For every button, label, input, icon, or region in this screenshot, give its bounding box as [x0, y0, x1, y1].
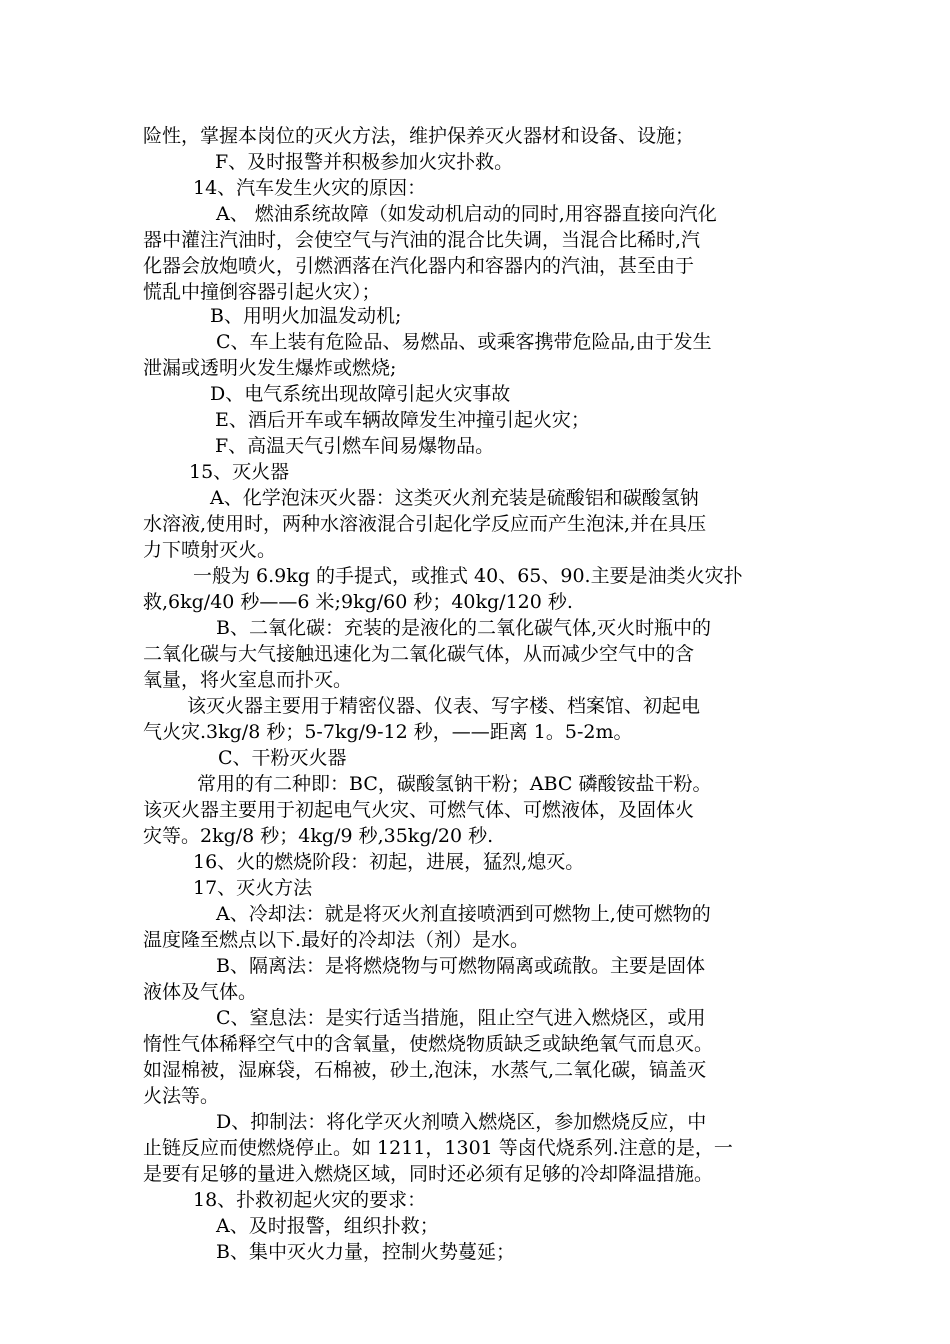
text-line: C、车上装有危险品、易燃品、或乘客携带危险品,由于发生: [216, 331, 712, 353]
text-line: 力下喷射灭火。: [143, 539, 277, 561]
text-line: 如湿棉被，湿麻袋，石棉被，砂土,泡沫，水蒸气,二氧化碳，镐盖灭: [143, 1059, 707, 1081]
text-line: C、窒息法：是实行适当措施，阻止空气进入燃烧区，或用: [216, 1007, 706, 1029]
text-line: B、二氧化碳：充装的是液化的二氧化碳气体,灭火时瓶中的: [216, 617, 712, 639]
text-line: A、及时报警，组织扑救；: [216, 1215, 439, 1237]
text-line: A、冷却法：就是将灭火剂直接喷洒到可燃物上,使可燃物的: [216, 903, 711, 925]
section-heading: 17、灭火方法: [193, 877, 313, 899]
text-line: F、高温天气引燃车间易爆物品。: [215, 435, 495, 457]
text-line: 二氧化碳与大气接触迅速化为二氧化碳气体，从而减少空气中的含: [143, 643, 695, 665]
section-heading: 14、汽车发生火灾的原因：: [193, 177, 427, 199]
text-line: 该灭火器主要用于初起电气火灾、可燃气体、可燃液体，及固体火: [143, 799, 695, 821]
text-line: E、酒后开车或车辆故障发生冲撞引起火灾；: [215, 409, 590, 431]
text-line: 是要有足够的量进入燃烧区域，同时还必须有足够的冷却降温措施。: [143, 1163, 714, 1185]
text-line: 泄漏或透明火发生爆炸或燃烧;: [143, 357, 397, 379]
section-heading: 18、扑救初起火灾的要求：: [193, 1189, 427, 1211]
text-line: 器中灌注汽油时，会使空气与汽油的混合比失调，当混合比稀时,汽: [143, 229, 701, 251]
text-line: 止链反应而使燃烧停止。如 1211，1301 等卤代烧系列.注意的是，一: [143, 1137, 733, 1159]
text-line: 救,6kg/40 秒——6 米;9kg/60 秒；40kg/120 秒.: [143, 591, 573, 613]
text-line: 化器会放炮喷火，引燃洒落在汽化器内和容器内的汽油，甚至由于: [143, 255, 695, 277]
text-line: 该灭火器主要用于精密仪器、仪表、写字楼、档案馆、初起电: [187, 695, 701, 717]
text-line: A、 燃油系统故障（如发动机启动的同时,用容器直接向汽化: [216, 203, 717, 225]
text-line: 灾等。2kg/8 秒；4kg/9 秒,35kg/20 秒.: [143, 825, 494, 847]
text-line: 慌乱中撞倒容器引起火灾）；: [143, 281, 381, 303]
text-line: F、及时报警并积极参加火灾扑救。: [215, 151, 514, 173]
text-line: 惰性气体稀释空气中的含氧量，使燃烧物质缺乏或缺绝氧气而息灭。: [143, 1033, 714, 1055]
text-line: 火法等。: [143, 1085, 220, 1107]
text-line: 一般为 6.9kg 的手提式，或推式 40、65、90.主要是油类火灾扑: [193, 565, 743, 587]
text-line: 常用的有二种即：BC，碳酸氢钠干粉；ABC 磷酸铵盐干粉。: [197, 773, 712, 795]
section-heading: 16、火的燃烧阶段：初起，进展，猛烈,熄灭。: [193, 851, 585, 873]
text-line: 温度隆至燃点以下.最好的冷却法（剂）是水。: [143, 929, 530, 951]
text-line: D、电气系统出现故障引起火灾事故: [210, 383, 511, 405]
text-line: 氧量，将火室息而扑灭。: [143, 669, 353, 691]
text-line: B、集中灭火力量，控制火势蔓延；: [216, 1241, 515, 1263]
text-line: 险性，掌握本岗位的灭火方法，维护保养灭火器材和设备、设施；: [143, 125, 695, 147]
text-line: 液体及气体。: [143, 981, 258, 1003]
section-heading: 15、灭火器: [189, 461, 290, 483]
text-line: 气火灾.3kg/8 秒；5-7kg/9-12 秒，——距离 1。5-2m。: [143, 721, 633, 743]
text-line: D、抑制法：将化学灭火剂喷入燃烧区，参加燃烧反应，中: [216, 1111, 707, 1133]
text-line: A、化学泡沫灭火器：这类灭火剂充装是硫酸铝和碳酸氢钠: [210, 487, 699, 509]
text-line: B、用明火加温发动机;: [210, 305, 402, 327]
text-line: B、隔离法：是将燃烧物与可燃物隔离或疏散。主要是固体: [216, 955, 705, 977]
text-line: 水溶液,使用时，两种水溶液混合引起化学反应而产生泡沫,并在具压: [143, 513, 707, 535]
text-line: C、干粉灭火器: [218, 747, 347, 769]
